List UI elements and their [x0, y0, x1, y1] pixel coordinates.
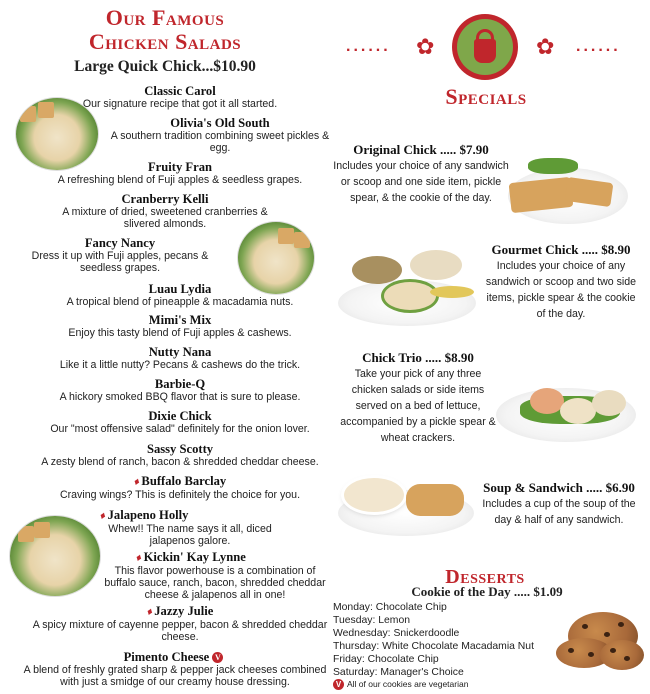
section-title-line1: Our Famous [105, 5, 225, 30]
salad-name: Buffalo Barclay [141, 474, 227, 488]
salad-item [30, 345, 330, 371]
large-quick-chick-price: Large Quick Chick...$10.90 [74, 58, 256, 75]
salad-name: Jazzy Julie [154, 604, 214, 618]
salad-item [100, 550, 330, 601]
special-name: Chick Trio ..... $8.90 [362, 350, 474, 365]
special-name: Gourmet Chick ..... $8.90 [491, 242, 631, 257]
pepper-icon: ♦ [134, 551, 144, 565]
salad-description: A spicy mixture of cayenne pepper, bacon & shredded cheddar cheese. [32, 619, 328, 643]
decorative-dots: ...... [576, 38, 621, 55]
salad-description: This flavor powerhouse is a combination of buffalo sauce, ranch, bacon, shredded cheddar cheese & jalapenos all in one! [104, 565, 326, 601]
salad-item [50, 192, 280, 230]
specials-title: Specials [445, 84, 527, 109]
salad-name: Dixie Chick [148, 409, 212, 423]
special-description: Includes a cup of the soup of the day & half of any sandwich. [482, 498, 636, 526]
special-item [482, 242, 640, 322]
salad-name: Pimento Cheese [123, 650, 210, 664]
salad-description: Whew!! The name says it all, diced jalapenos galore. [108, 523, 272, 547]
special-item [338, 350, 498, 446]
salad-description: A zesty blend of ranch, bacon & shredded cheddar cheese. [41, 456, 319, 468]
salad-description: A hickory smoked BBQ flavor that is sure to please. [59, 391, 301, 403]
salad-name: Jalapeno Holly [107, 508, 189, 522]
salad-description: Enjoy this tasty blend of Fuji apples & cashews. [68, 327, 292, 339]
pepper-icon: ♦ [131, 475, 142, 489]
salad-name: Olivia's Old South [170, 116, 270, 130]
special-description: Includes your choice of any sandwich or scoop and two side items, pickle spear & the cookie of the day. [485, 260, 637, 320]
salad-description: A blend of freshly grated sharp & pepper jack cheeses combined with just a smidge of our creamy house dressing. [23, 664, 327, 688]
special-description: Take your pick of any three chicken salads or side items served on a bed of lettuce, accompanied by a pickle spear & wheat crackers. [340, 368, 496, 444]
salad-description: A southern tradition combining sweet pickles & egg. [110, 130, 330, 154]
salad-description: Our signature recipe that got it all started. [82, 98, 278, 110]
salad-item [30, 409, 330, 435]
salad-name: Barbie-Q [154, 377, 206, 391]
special-item [474, 480, 644, 528]
salad-item [100, 508, 280, 547]
salad-item [30, 236, 210, 274]
salad-item [30, 474, 330, 501]
salad-name: Luau Lydia [148, 282, 212, 296]
vegetarian-note [333, 679, 468, 690]
salad-name: Fancy Nancy [84, 236, 156, 250]
salad-item [30, 604, 330, 643]
cookie-day-row: Wednesday: Snickerdoodle [333, 628, 460, 639]
salad-description: Dress it up with Fuji apples, pecans & seedless grapes. [31, 250, 209, 274]
salad-description: A tropical blend of pineapple & macadamia nuts. [66, 296, 294, 308]
special-item [332, 142, 510, 206]
pepper-icon: ♦ [144, 605, 155, 619]
vegetarian-icon: V [333, 679, 344, 690]
salad-item [30, 377, 330, 403]
special-description: Includes your choice of any sandwich or scoop and one side item, pickle spear, & the cookie of the day. [333, 160, 509, 204]
salad-name: Nutty Nana [148, 345, 212, 359]
cookie-day-row: Saturday: Manager's Choice [333, 667, 464, 678]
salad-name: Classic Carol [144, 84, 216, 98]
decorative-dots: ...... [346, 38, 391, 55]
salad-description: Craving wings? This is definitely the choice for you. [59, 489, 301, 501]
cookie-day-row: Tuesday: Lemon [333, 615, 411, 626]
flower-icon: ✿ [416, 34, 435, 59]
salad-description: A mixture of dried, sweetened cranberries & slivered almonds. [62, 206, 268, 230]
salad-name: Cranberry Kelli [121, 192, 209, 206]
special-name: Soup & Sandwich ..... $6.90 [483, 480, 635, 495]
flower-icon: ✿ [536, 34, 555, 59]
cookie-day-row: Friday: Chocolate Chip [333, 654, 439, 665]
cookie-day-row: Thursday: White Chocolate Macadamia Nut [333, 641, 534, 652]
salad-item [30, 442, 330, 468]
vegetarian-icon: V [212, 652, 223, 663]
salad-photo [238, 222, 314, 294]
salad-description: Our "most offensive salad" definitely for the onion lover. [50, 423, 310, 435]
pepper-icon: ♦ [98, 509, 108, 523]
salad-name: Kickin' Kay Lynne [143, 550, 246, 564]
basket-emblem-icon [452, 14, 518, 80]
salad-photo [16, 98, 98, 170]
cookie-day-row: Monday: Chocolate Chip [333, 602, 447, 613]
salad-description: Like it a little nutty? Pecans & cashews do the trick. [59, 359, 301, 371]
desserts-title: Desserts [445, 566, 525, 588]
cookie-of-the-day-heading: Cookie of the Day ..... $1.09 [411, 584, 563, 599]
salad-item [110, 116, 330, 154]
salad-item [30, 313, 330, 339]
salad-photo [10, 516, 100, 596]
salad-name: Mimi's Mix [148, 313, 212, 327]
salad-name: Fruity Fran [147, 160, 212, 174]
salad-name: Sassy Scotty [146, 442, 214, 456]
section-title-line2: Chicken Salads [88, 29, 242, 54]
salad-description: A refreshing blend of Fuji apples & seedless grapes. [57, 174, 303, 186]
salad-item [20, 650, 330, 688]
vegetarian-note-text: All of our cookies are vegetarian [347, 679, 469, 689]
special-name: Original Chick ..... $7.90 [353, 142, 489, 157]
